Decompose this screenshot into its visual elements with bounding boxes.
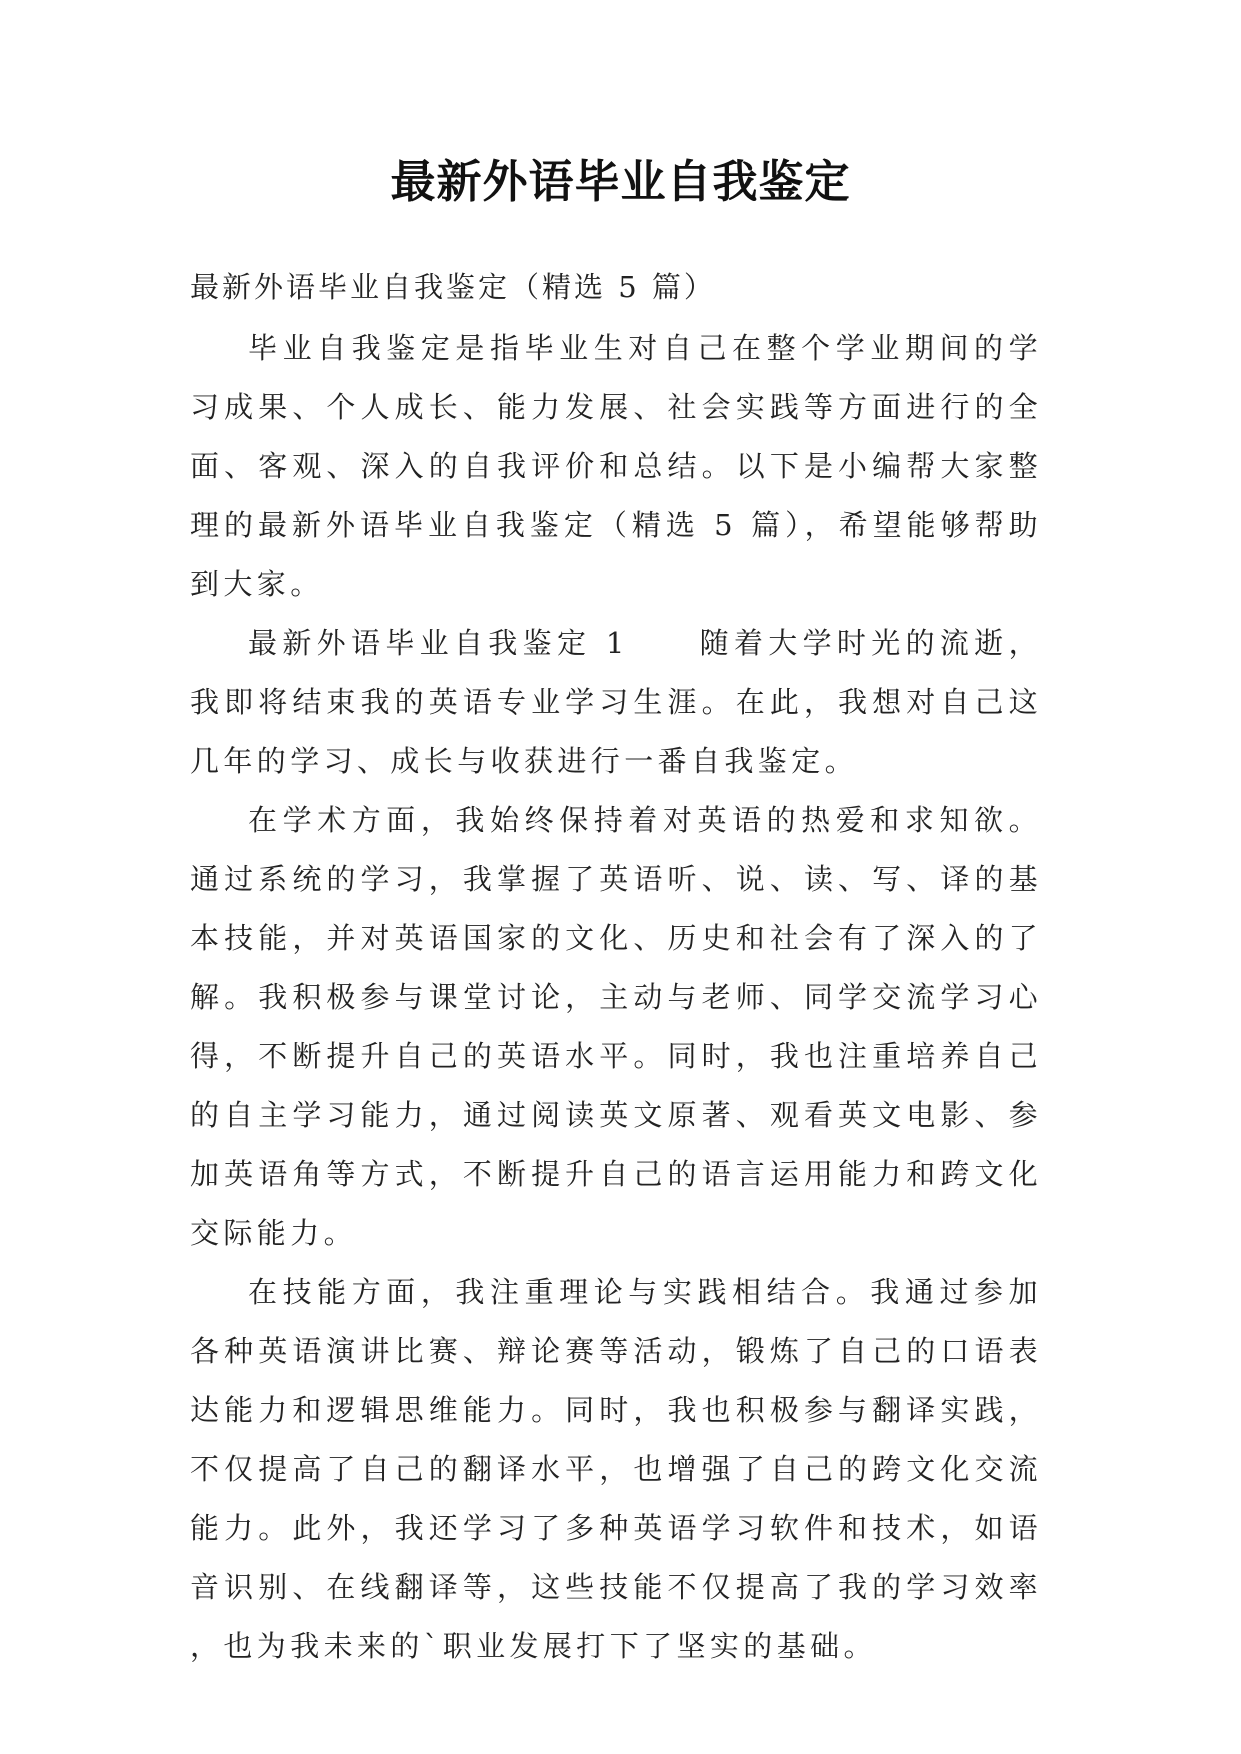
- section-1-opening: 随着大学时光的流逝，我即将结束我的英语专业学习生涯。在此，我想对自己这几年的学习、成长与收获进行一番自我鉴定。: [190, 626, 1042, 778]
- section-1-paragraph: [190, 614, 1042, 791]
- academic-paragraph: 在学术方面，我始终保持着对英语的热爱和求知欲。通过系统的学习，我掌握了英语听、说、读、写、译的基本技能，并对英语国家的文化、历史和社会有了深入的了解。我积极参与课堂讨论，主动与老师、同学交流学习心得，不断提升自己的英语水平。同时，我也注重培养自己的自主学习能力，通过阅读英文原著、观看英文电影、参加英语角等方式，不断提升自己的语言运用能力和跨文化交际能力。: [190, 803, 1042, 1250]
- skills-paragraph: 在技能方面，我注重理论与实践相结合。我通过参加各种英语演讲比赛、辩论赛等活动，锻炼了自己的口语表达能力和逻辑思维能力。同时，我也积极参与翻译实践，不仅提高了自己的翻译水平，也增强了自己的跨文化交流能力。此外，我还学习了多种英语学习软件和技术，如语音识别、在线翻译等，这些技能不仅提高了我的学习效率，也为我未来的`职业发展打下了坚实的基础。: [190, 1275, 1042, 1663]
- intro-paragraph: 毕业自我鉴定是指毕业生对自己在整个学业期间的学习成果、个人成长、能力发展、社会实践等方面进行的全面、客观、深入的自我评价和总结。以下是小编帮大家整理的最新外语毕业自我鉴定（精选 5 篇），希望能够帮助到大家。: [190, 331, 1042, 601]
- document-title: 最新外语毕业自我鉴定: [390, 155, 851, 208]
- document-body: [190, 258, 1042, 1676]
- section-1-heading: 最新外语毕业自我鉴定 1: [248, 626, 629, 660]
- document-subtitle: 最新外语毕业自我鉴定（精选 5 篇）: [190, 270, 716, 304]
